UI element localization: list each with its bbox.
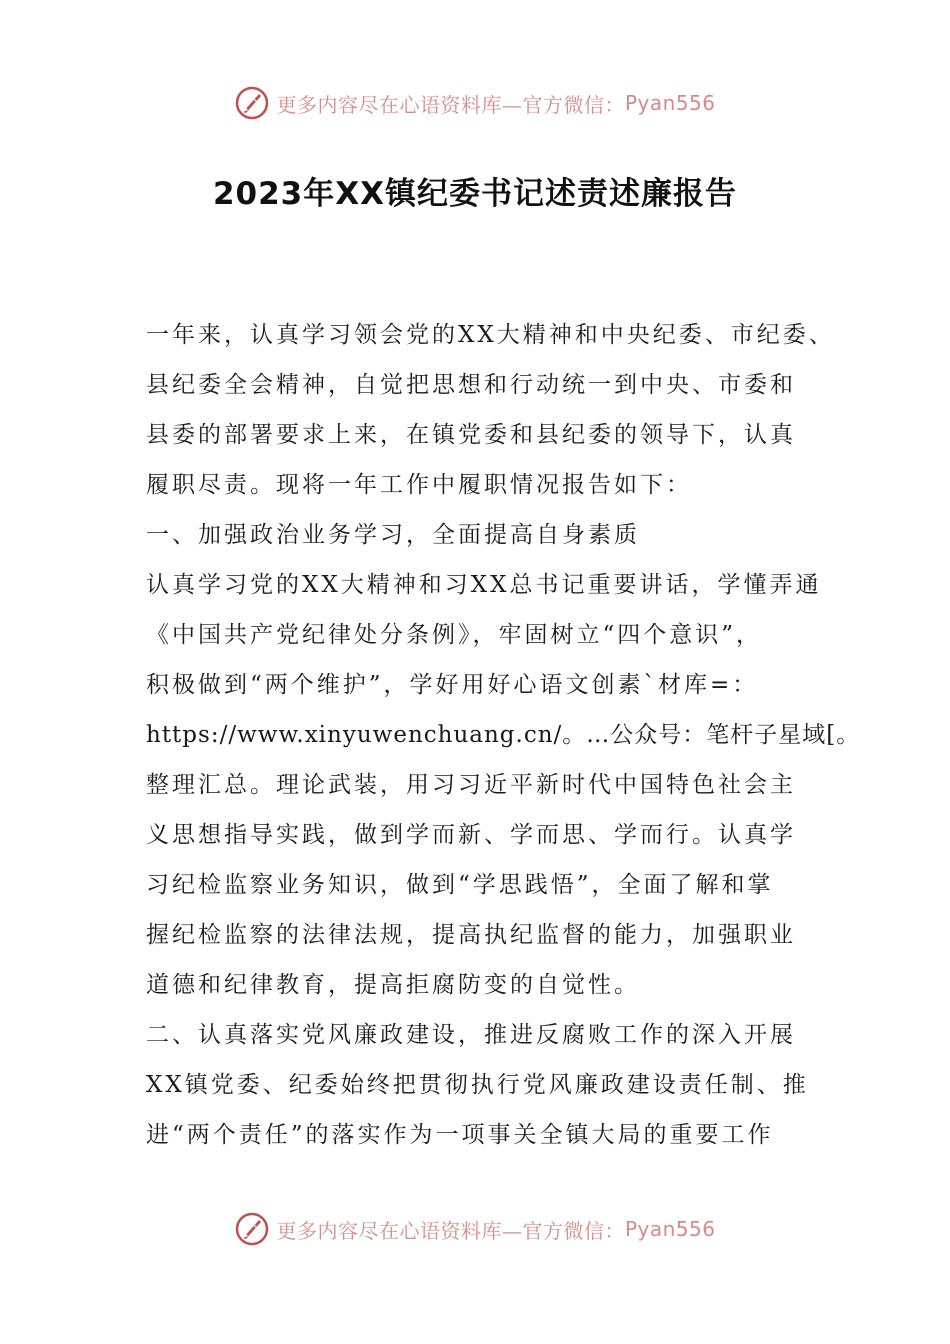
section-heading: 二、认真落实党风廉政建设，推进反腐败工作的深入开展	[146, 1022, 796, 1048]
document-body	[146, 310, 861, 1160]
footer-watermark-banner	[0, 1204, 950, 1254]
banner-text: 更多内容尽在心语资料库—官方微信：	[276, 92, 625, 117]
document-title: 2023年XX镇纪委书记述责述廉报告	[212, 176, 738, 212]
quill-logo-icon	[234, 85, 270, 121]
paragraph-line: 认真学习党的XX大精神和习XX总书记重要讲话，学懂弄通	[146, 572, 822, 598]
paragraph-line: 习纪检监察业务知识，做到“学思践悟”，全面了解和掌	[146, 872, 774, 898]
header-watermark-banner	[0, 78, 950, 128]
quill-logo-icon	[234, 1211, 270, 1247]
paragraph-line: 县委的部署要求上来，在镇党委和县纪委的领导下，认真	[146, 422, 796, 448]
paragraph-line: 义思想指导实践，做到学而新、学而思、学而行。认真学	[146, 822, 796, 848]
banner-text: 更多内容尽在心语资料库—官方微信：	[276, 1218, 625, 1243]
paragraph-line: 《中国共产党纪律处分条例》，牢固树立“四个意识”，	[146, 622, 763, 648]
paragraph-line: 一年来，认真学习领会党的XX大精神和中央纪委、市纪委、	[146, 322, 835, 348]
paragraph-line: 履职尽责。现将一年工作中履职情况报告如下：	[146, 472, 692, 498]
paragraph-line: 进“两个责任”的落实作为一项事关全镇大局的重要工作	[146, 1122, 774, 1148]
paragraph-line-url: https://www.xinyuwenchuang.cn/。…公众号：笔杆子星域[。	[146, 722, 861, 748]
paragraph-line: XX镇党委、纪委始终把贯彻执行党风廉政建设责任制、推	[146, 1072, 809, 1098]
section-heading: 一、加强政治业务学习，全面提高自身素质	[146, 522, 640, 548]
paragraph-line: 县纪委全会精神，自觉把思想和行动统一到中央、市委和	[146, 372, 796, 398]
paragraph-line: 整理汇总。理论武装，用习习近平新时代中国特色社会主	[146, 772, 796, 798]
paragraph-line: 握纪检监察的法律法规，提高执纪监督的能力，加强职业	[146, 922, 796, 948]
banner-wechat-id: Pyan556	[624, 1217, 716, 1241]
paragraph-line: 道德和纪律教育，提高拒腐防变的自觉性。	[146, 972, 640, 998]
banner-wechat-id: Pyan556	[624, 91, 716, 115]
paragraph-line: 积极做到“两个维护”，学好用好心语文创素`材库=：	[146, 672, 759, 698]
